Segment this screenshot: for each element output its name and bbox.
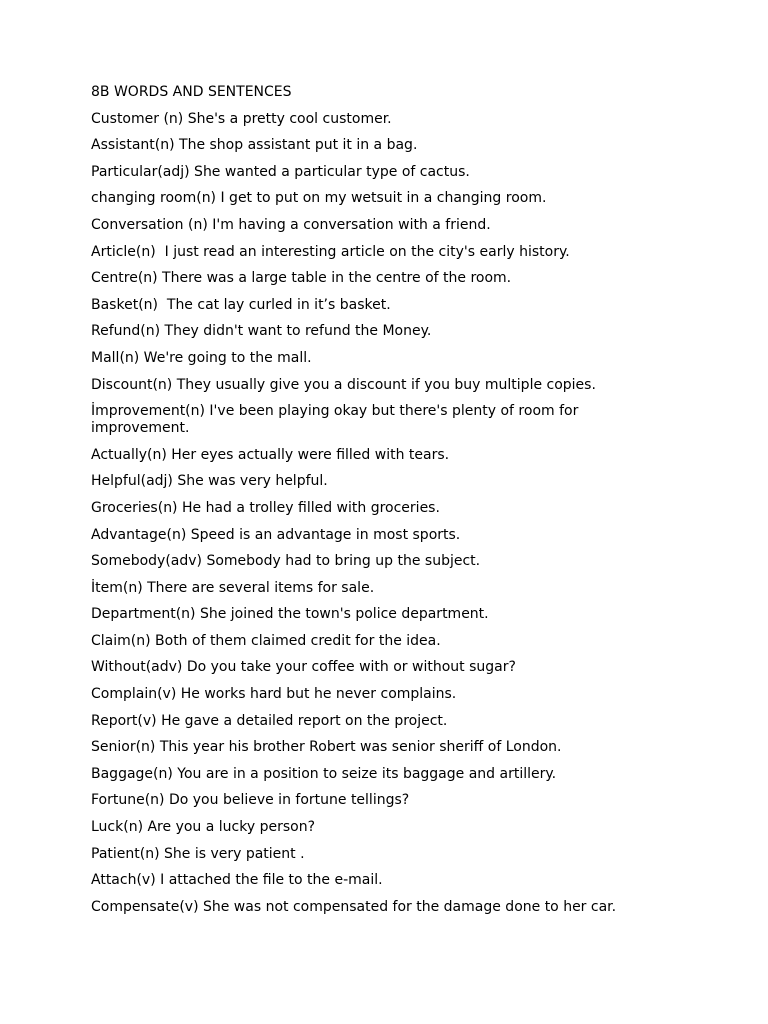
vocabulary-entry: Assistant(n) The shop assistant put it in a bag.: [91, 137, 418, 154]
vocabulary-entry: Advantage(n) Speed is an advantage in most sports.: [91, 526, 461, 543]
document-body: [91, 84, 651, 925]
vocabulary-entry: changing room(n) I get to put on my wetsuit in a changing room.: [91, 190, 547, 207]
document-title: 8B WORDS AND SENTENCES: [91, 84, 292, 100]
vocabulary-entry: Patient(n) She is very patient .: [91, 845, 305, 862]
vocabulary-entry: Luck(n) Are you a lucky person?: [91, 819, 315, 836]
vocabulary-entry: Compensate(v) She was not compensated for the damage done to her car.: [91, 898, 617, 915]
vocabulary-entry: Department(n) She joined the town's police department.: [91, 606, 489, 623]
vocabulary-entry: Refund(n) They didn't want to refund the Money.: [91, 323, 432, 340]
vocabulary-entry: Conversation (n) I'm having a conversation with a friend.: [91, 216, 491, 233]
vocabulary-entry: İmprovement(n) I've been playing okay but there's plenty of room for improvement.: [91, 403, 583, 437]
vocabulary-entry: Without(adv) Do you take your coffee with or without sugar?: [91, 659, 516, 676]
vocabulary-entry: Complain(v) He works hard but he never complains.: [91, 686, 457, 703]
vocabulary-entry: Mall(n) We're going to the mall.: [91, 349, 312, 366]
vocabulary-entry: Customer (n) She's a pretty cool customer.: [91, 110, 392, 127]
vocabulary-entry: Claim(n) Both of them claimed credit for the idea.: [91, 632, 441, 649]
vocabulary-entry: İtem(n) There are several items for sale.: [91, 579, 375, 596]
vocabulary-entry: Article(n) I just read an interesting article on the city's early history.: [91, 243, 570, 260]
vocabulary-entry: Baggage(n) You are in a position to seize its baggage and artillery.: [91, 765, 557, 782]
vocabulary-entry: Somebody(adv) Somebody had to bring up the subject.: [91, 553, 481, 570]
vocabulary-entry: Groceries(n) He had a trolley filled with groceries.: [91, 499, 440, 516]
vocabulary-entry: Actually(n) Her eyes actually were filled with tears.: [91, 446, 450, 463]
vocabulary-entry: Senior(n) This year his brother Robert was senior sheriff of London.: [91, 739, 562, 756]
vocabulary-entry: Helpful(adj) She was very helpful.: [91, 473, 328, 490]
vocabulary-entry: Basket(n) The cat lay curled in it’s basket.: [91, 296, 391, 313]
vocabulary-list: [91, 111, 651, 916]
vocabulary-entry: Attach(v) I attached the file to the e-mail.: [91, 872, 383, 889]
vocabulary-entry: Fortune(n) Do you believe in fortune tellings?: [91, 792, 410, 809]
vocabulary-entry: Particular(adj) She wanted a particular type of cactus.: [91, 163, 470, 180]
vocabulary-entry: Centre(n) There was a large table in the centre of the room.: [91, 270, 512, 287]
vocabulary-entry: Report(v) He gave a detailed report on the project.: [91, 712, 448, 729]
vocabulary-entry: Discount(n) They usually give you a discount if you buy multiple copies.: [91, 376, 596, 393]
